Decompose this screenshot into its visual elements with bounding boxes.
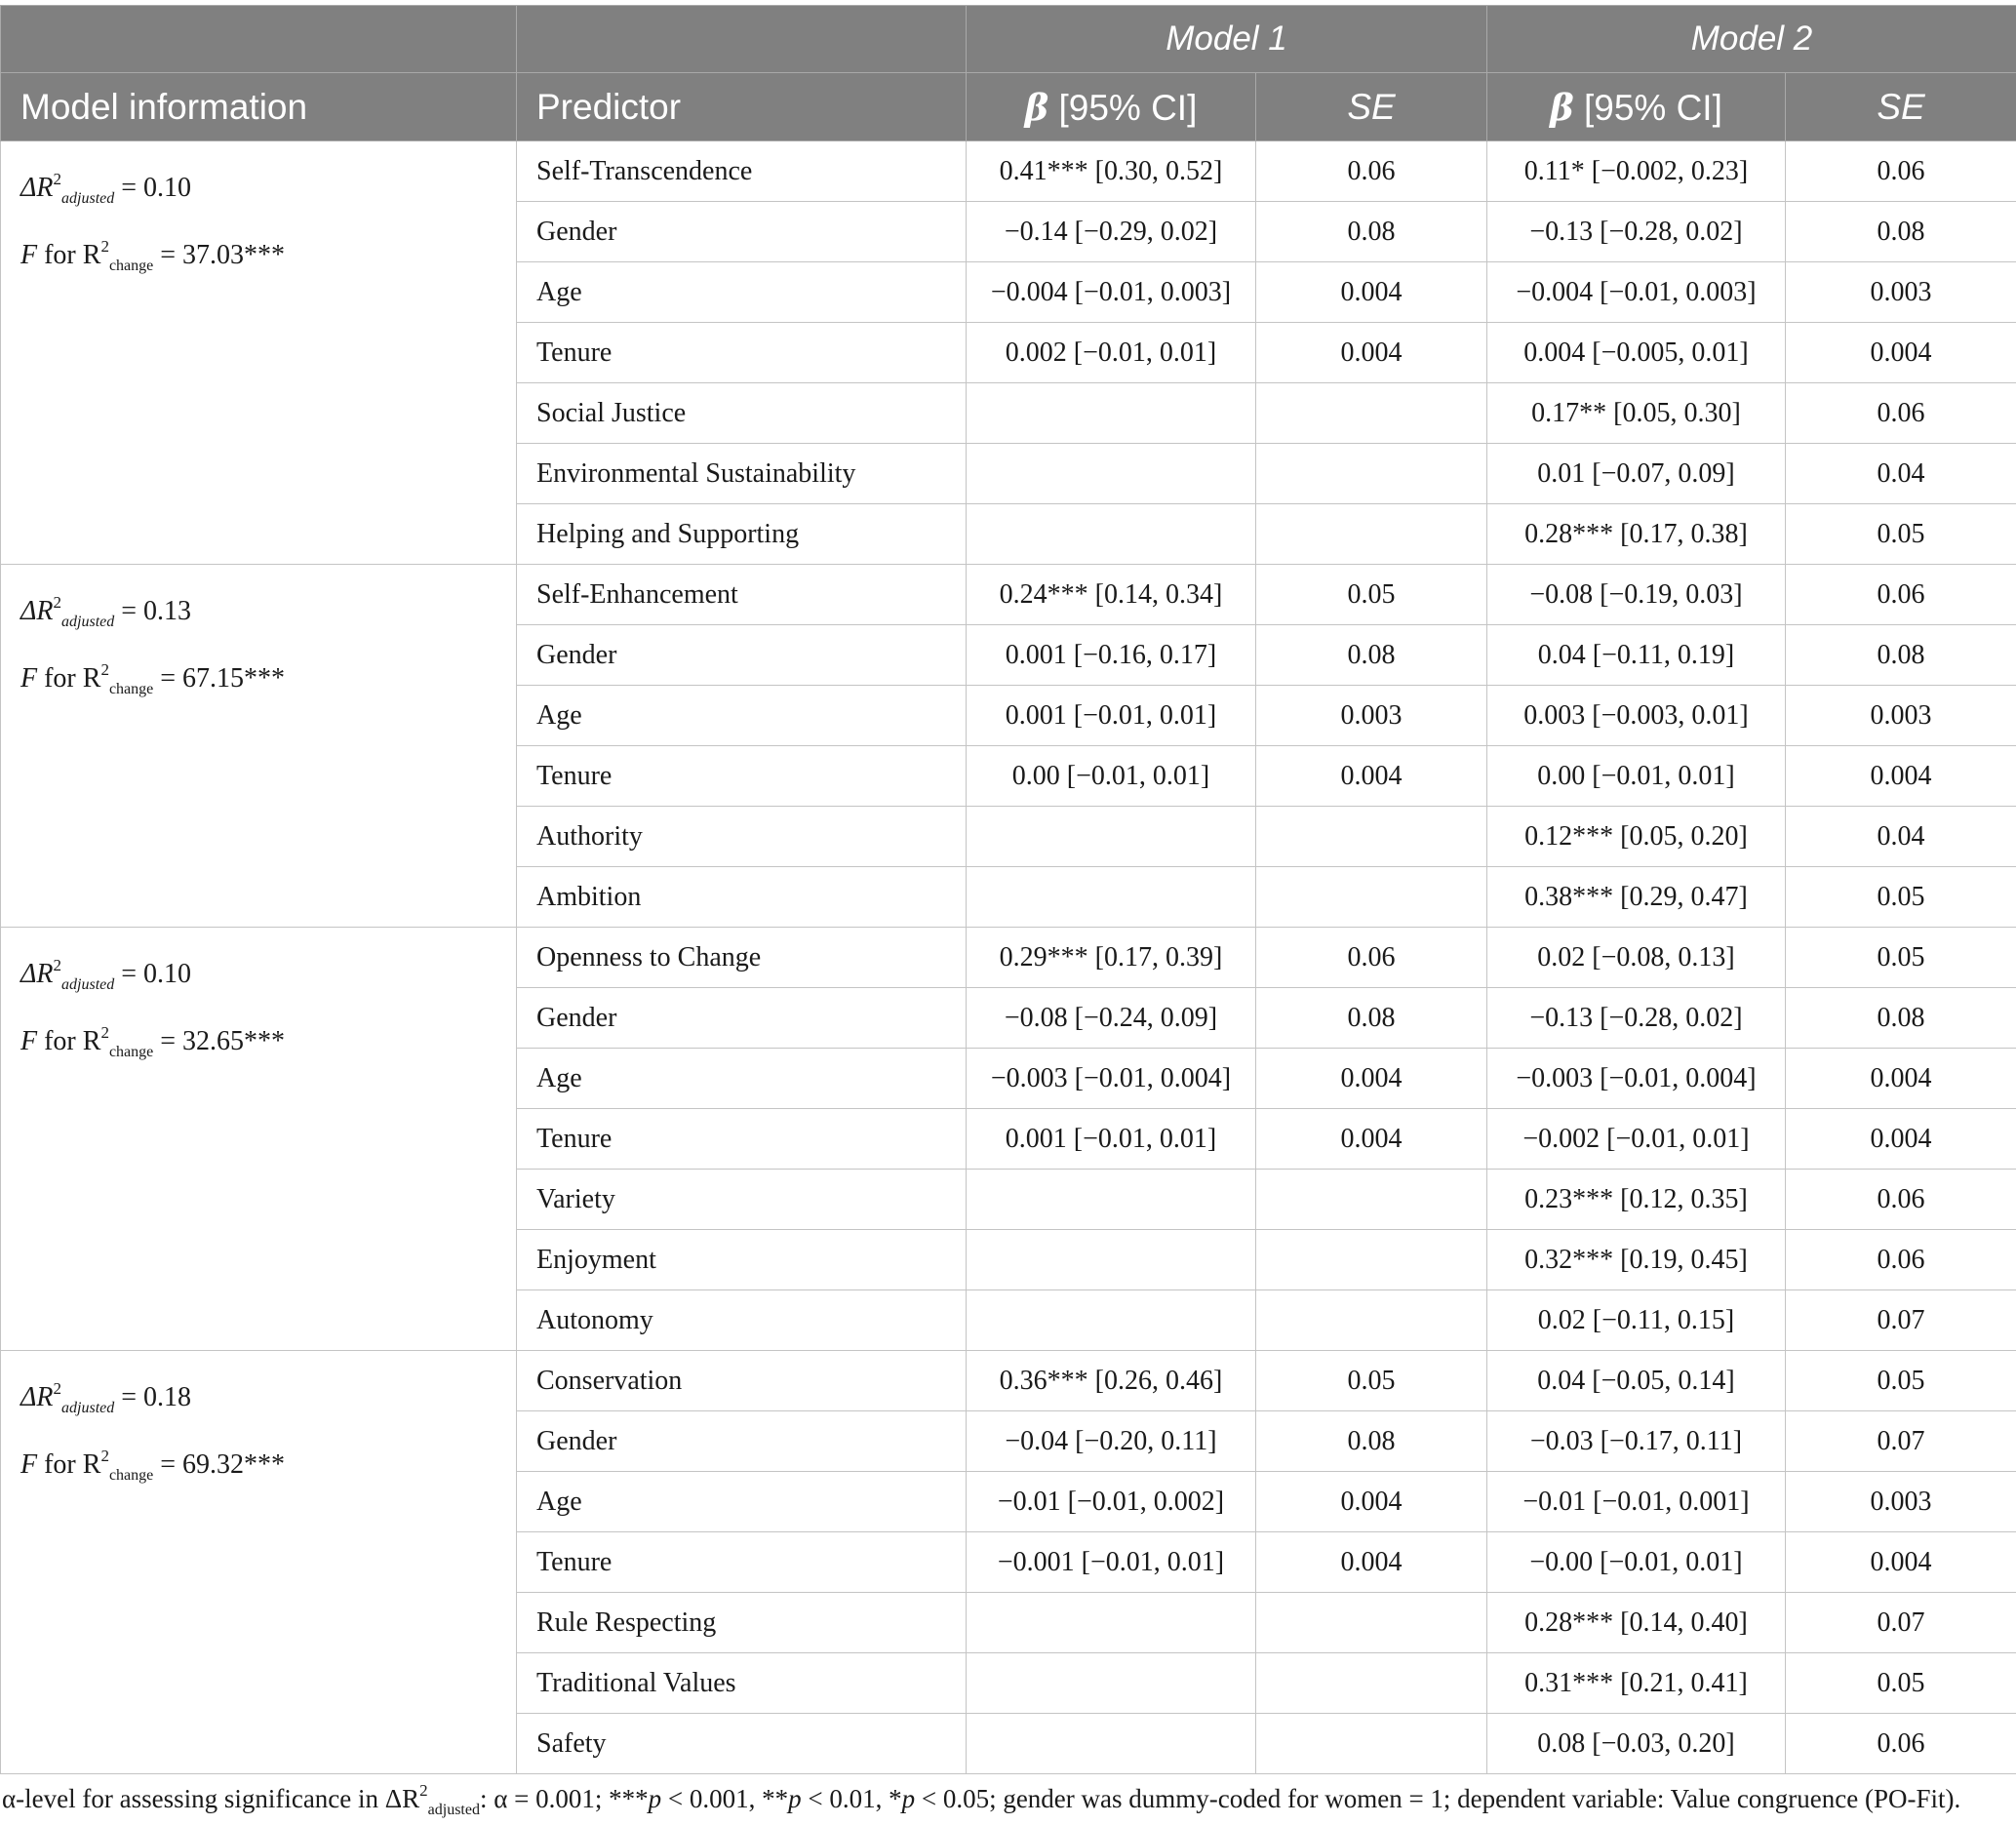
predictor-cell: Traditional Values xyxy=(517,1653,967,1714)
predictor-cell: Variety xyxy=(517,1170,967,1230)
regression-table xyxy=(0,5,2016,1774)
model1-beta-cell: −0.003 [−0.01, 0.004] xyxy=(967,1049,1256,1109)
header-model1-se xyxy=(1256,73,1487,141)
beta-ci-label: [95% CI] xyxy=(1058,87,1198,128)
table-row xyxy=(1,928,2016,988)
header-blank-predictor xyxy=(517,6,967,73)
model1-beta-cell: −0.04 [−0.20, 0.11] xyxy=(967,1411,1256,1472)
header-model2-se xyxy=(1786,73,2016,141)
delta-r2-sup: 2 xyxy=(53,1379,62,1398)
predictor-cell: Tenure xyxy=(517,746,967,807)
model1-se-cell xyxy=(1256,807,1487,867)
model1-se-cell: 0.05 xyxy=(1256,1351,1487,1411)
model2-beta-cell: 0.23*** [0.12, 0.35] xyxy=(1487,1170,1786,1230)
model1-se-cell: 0.003 xyxy=(1256,686,1487,746)
model2-se-cell: 0.04 xyxy=(1786,444,2016,504)
header-predictor: Predictor xyxy=(517,73,967,141)
footnote-text: < 0.05; gender was dummy-coded for women = 1; dependent variable: Value congruence (PO-Fit). xyxy=(915,1784,1961,1813)
header-model2-beta xyxy=(1487,73,1786,141)
model1-beta-cell: 0.001 [−0.01, 0.01] xyxy=(967,686,1256,746)
delta-r2-line xyxy=(20,578,516,646)
predictor-cell: Social Justice xyxy=(517,383,967,444)
f-symbol: F xyxy=(20,1026,38,1056)
model1-beta-cell: −0.08 [−0.24, 0.09] xyxy=(967,988,1256,1049)
model1-se-cell: 0.05 xyxy=(1256,565,1487,625)
model1-beta-cell: 0.002 [−0.01, 0.01] xyxy=(967,323,1256,383)
model1-se-cell xyxy=(1256,1714,1487,1774)
model2-se-cell: 0.004 xyxy=(1786,323,2016,383)
model2-beta-cell: 0.32*** [0.19, 0.45] xyxy=(1487,1230,1786,1290)
model1-beta-cell: −0.14 [−0.29, 0.02] xyxy=(967,202,1256,262)
model1-se-cell xyxy=(1256,1593,1487,1653)
model2-beta-cell: 0.00 [−0.01, 0.01] xyxy=(1487,746,1786,807)
predictor-cell: Age xyxy=(517,686,967,746)
model1-se-cell: 0.004 xyxy=(1256,746,1487,807)
predictor-cell: Gender xyxy=(517,625,967,686)
header-model1-beta xyxy=(967,73,1256,141)
model1-beta-cell xyxy=(967,867,1256,928)
predictor-cell: Autonomy xyxy=(517,1290,967,1351)
model2-se-cell: 0.05 xyxy=(1786,1653,2016,1714)
model1-beta-cell xyxy=(967,1230,1256,1290)
model1-beta-cell xyxy=(967,1593,1256,1653)
delta-r2-symbol: ΔR xyxy=(20,173,54,203)
predictor-cell: Safety xyxy=(517,1714,967,1774)
table-body xyxy=(1,141,2016,1774)
beta-ci-label: [95% CI] xyxy=(1583,87,1722,128)
f-sup: 2 xyxy=(100,1447,109,1465)
f-sup: 2 xyxy=(100,237,109,256)
model1-beta-cell xyxy=(967,807,1256,867)
model2-se-cell: 0.05 xyxy=(1786,928,2016,988)
model1-se-cell: 0.08 xyxy=(1256,625,1487,686)
model2-se-cell: 0.08 xyxy=(1786,202,2016,262)
f-mid-text: for R xyxy=(37,663,101,694)
f-change-line xyxy=(20,1432,516,1499)
predictor-cell: Tenure xyxy=(517,1109,967,1170)
table-header xyxy=(1,6,2016,141)
model2-beta-cell: −0.01 [−0.01, 0.001] xyxy=(1487,1472,1786,1532)
footnote-p: p xyxy=(788,1784,802,1813)
f-mid-text: for R xyxy=(37,1449,101,1480)
model2-se-cell: 0.06 xyxy=(1786,565,2016,625)
f-sub: change xyxy=(108,1044,154,1060)
delta-r2-sub: adjusted xyxy=(61,1400,115,1416)
model1-se-cell: 0.004 xyxy=(1256,1532,1487,1593)
predictor-cell: Environmental Sustainability xyxy=(517,444,967,504)
delta-r2-line xyxy=(20,941,516,1009)
model2-se-cell: 0.004 xyxy=(1786,1532,2016,1593)
model2-se-cell: 0.07 xyxy=(1786,1593,2016,1653)
model2-se-cell: 0.004 xyxy=(1786,1109,2016,1170)
model2-se-cell: 0.07 xyxy=(1786,1290,2016,1351)
f-sup: 2 xyxy=(100,660,109,679)
model1-beta-cell: 0.24*** [0.14, 0.34] xyxy=(967,565,1256,625)
se-label: SE xyxy=(1877,86,1925,127)
predictor-cell: Self-Enhancement xyxy=(517,565,967,625)
model2-se-cell: 0.003 xyxy=(1786,686,2016,746)
predictor-cell: Tenure xyxy=(517,323,967,383)
f-value: = 67.15*** xyxy=(153,663,286,694)
model1-se-cell xyxy=(1256,504,1487,565)
model2-beta-cell: 0.31*** [0.21, 0.41] xyxy=(1487,1653,1786,1714)
model2-se-cell: 0.06 xyxy=(1786,1230,2016,1290)
model1-beta-cell: 0.001 [−0.16, 0.17] xyxy=(967,625,1256,686)
model2-beta-cell: 0.28*** [0.17, 0.38] xyxy=(1487,504,1786,565)
model2-beta-cell: 0.28*** [0.14, 0.40] xyxy=(1487,1593,1786,1653)
table-footnote xyxy=(2,1781,1960,1819)
model1-se-cell: 0.08 xyxy=(1256,1411,1487,1472)
f-sup: 2 xyxy=(100,1023,109,1042)
header-model-information: Model information xyxy=(1,73,517,141)
model2-se-cell: 0.003 xyxy=(1786,1472,2016,1532)
delta-r2-value: = 0.13 xyxy=(114,596,192,626)
f-symbol: F xyxy=(20,663,38,694)
model1-beta-cell xyxy=(967,1170,1256,1230)
model2-se-cell: 0.004 xyxy=(1786,1049,2016,1109)
delta-r2-line xyxy=(20,155,516,222)
model1-beta-cell xyxy=(967,504,1256,565)
model2-beta-cell: −0.002 [−0.01, 0.01] xyxy=(1487,1109,1786,1170)
predictor-cell: Ambition xyxy=(517,867,967,928)
f-symbol: F xyxy=(20,1449,38,1480)
model1-beta-cell: 0.36*** [0.26, 0.46] xyxy=(967,1351,1256,1411)
delta-r2-sup: 2 xyxy=(53,956,62,974)
model2-se-cell: 0.003 xyxy=(1786,262,2016,323)
f-value: = 37.03*** xyxy=(153,240,286,270)
model1-beta-cell xyxy=(967,1714,1256,1774)
delta-r2-symbol: ΔR xyxy=(20,596,54,626)
f-sub: change xyxy=(108,681,154,697)
model1-beta-cell: −0.001 [−0.01, 0.01] xyxy=(967,1532,1256,1593)
delta-r2-value: = 0.10 xyxy=(114,173,192,203)
model1-se-cell: 0.004 xyxy=(1256,262,1487,323)
model2-beta-cell: 0.08 [−0.03, 0.20] xyxy=(1487,1714,1786,1774)
footnote-p: p xyxy=(901,1784,916,1813)
model1-beta-cell: 0.29*** [0.17, 0.39] xyxy=(967,928,1256,988)
model2-beta-cell: 0.004 [−0.005, 0.01] xyxy=(1487,323,1786,383)
predictor-cell: Age xyxy=(517,1472,967,1532)
model2-se-cell: 0.08 xyxy=(1786,988,2016,1049)
beta-symbol: β xyxy=(1024,85,1049,129)
table-row xyxy=(1,141,2016,202)
model2-beta-cell: −0.003 [−0.01, 0.004] xyxy=(1487,1049,1786,1109)
delta-r2-sup: 2 xyxy=(53,170,62,188)
f-sub: change xyxy=(108,258,154,274)
model2-se-cell: 0.05 xyxy=(1786,1351,2016,1411)
footnote-text: < 0.01, * xyxy=(801,1784,902,1813)
predictor-cell: Self-Transcendence xyxy=(517,141,967,202)
f-change-line xyxy=(20,222,516,290)
model2-beta-cell: −0.13 [−0.28, 0.02] xyxy=(1487,202,1786,262)
model2-se-cell: 0.07 xyxy=(1786,1411,2016,1472)
predictor-cell: Gender xyxy=(517,202,967,262)
header-model1: Model 1 xyxy=(967,6,1487,73)
footnote-text: : α = 0.001; *** xyxy=(479,1784,649,1813)
f-change-line xyxy=(20,646,516,713)
model1-beta-cell xyxy=(967,383,1256,444)
model1-se-cell: 0.08 xyxy=(1256,988,1487,1049)
predictor-cell: Gender xyxy=(517,988,967,1049)
model1-beta-cell xyxy=(967,444,1256,504)
model2-beta-cell: −0.004 [−0.01, 0.003] xyxy=(1487,262,1786,323)
delta-r2-symbol: ΔR xyxy=(20,1382,54,1412)
model2-beta-cell: −0.08 [−0.19, 0.03] xyxy=(1487,565,1786,625)
regression-table-container xyxy=(0,5,2016,1774)
footnote-sub: adjusted xyxy=(427,1802,480,1818)
f-mid-text: for R xyxy=(37,1026,101,1056)
model1-se-cell: 0.08 xyxy=(1256,202,1487,262)
delta-r2-value: = 0.10 xyxy=(114,959,192,989)
model2-se-cell: 0.004 xyxy=(1786,746,2016,807)
f-symbol: F xyxy=(20,240,38,270)
model1-beta-cell: 0.41*** [0.30, 0.52] xyxy=(967,141,1256,202)
model2-beta-cell: −0.03 [−0.17, 0.11] xyxy=(1487,1411,1786,1472)
model1-beta-cell xyxy=(967,1653,1256,1714)
model1-se-cell xyxy=(1256,444,1487,504)
model2-se-cell: 0.06 xyxy=(1786,383,2016,444)
model2-beta-cell: 0.04 [−0.11, 0.19] xyxy=(1487,625,1786,686)
predictor-cell: Gender xyxy=(517,1411,967,1472)
model1-beta-cell: −0.004 [−0.01, 0.003] xyxy=(967,262,1256,323)
predictor-cell: Conservation xyxy=(517,1351,967,1411)
model1-se-cell xyxy=(1256,1170,1487,1230)
model1-se-cell: 0.06 xyxy=(1256,928,1487,988)
model-information-cell xyxy=(1,141,517,565)
delta-r2-sub: adjusted xyxy=(61,190,115,207)
model2-se-cell: 0.05 xyxy=(1786,867,2016,928)
header-row-columns xyxy=(1,73,2016,141)
model1-se-cell xyxy=(1256,1653,1487,1714)
beta-symbol: β xyxy=(1550,85,1574,129)
model2-se-cell: 0.06 xyxy=(1786,1170,2016,1230)
model1-se-cell: 0.004 xyxy=(1256,1049,1487,1109)
model1-se-cell: 0.004 xyxy=(1256,1472,1487,1532)
model2-beta-cell: 0.38*** [0.29, 0.47] xyxy=(1487,867,1786,928)
model1-beta-cell: 0.001 [−0.01, 0.01] xyxy=(967,1109,1256,1170)
delta-r2-line xyxy=(20,1365,516,1432)
f-change-line xyxy=(20,1009,516,1076)
predictor-cell: Rule Respecting xyxy=(517,1593,967,1653)
model1-se-cell: 0.004 xyxy=(1256,1109,1487,1170)
delta-r2-symbol: ΔR xyxy=(20,959,54,989)
table-row xyxy=(1,1351,2016,1411)
model2-beta-cell: 0.01 [−0.07, 0.09] xyxy=(1487,444,1786,504)
model1-beta-cell xyxy=(967,1290,1256,1351)
delta-r2-value: = 0.18 xyxy=(114,1382,192,1412)
footnote-text: α-level for assessing significance in ΔR xyxy=(2,1784,420,1813)
f-sub: change xyxy=(108,1467,154,1484)
model2-se-cell: 0.08 xyxy=(1786,625,2016,686)
f-mid-text: for R xyxy=(37,240,101,270)
footnote-text: < 0.001, ** xyxy=(661,1784,789,1813)
model-information-cell xyxy=(1,928,517,1351)
predictor-cell: Age xyxy=(517,1049,967,1109)
delta-r2-sub: adjusted xyxy=(61,614,115,630)
model2-beta-cell: −0.00 [−0.01, 0.01] xyxy=(1487,1532,1786,1593)
header-row-models xyxy=(1,6,2016,73)
model2-beta-cell: −0.13 [−0.28, 0.02] xyxy=(1487,988,1786,1049)
model2-beta-cell: 0.003 [−0.003, 0.01] xyxy=(1487,686,1786,746)
model1-se-cell xyxy=(1256,867,1487,928)
delta-r2-sub: adjusted xyxy=(61,976,115,993)
delta-r2-sup: 2 xyxy=(53,593,62,612)
table-row xyxy=(1,565,2016,625)
model2-beta-cell: 0.02 [−0.11, 0.15] xyxy=(1487,1290,1786,1351)
footnote-p: p xyxy=(648,1784,662,1813)
footnote-sup: 2 xyxy=(419,1781,428,1800)
predictor-cell: Authority xyxy=(517,807,967,867)
f-value: = 32.65*** xyxy=(153,1026,286,1056)
model2-beta-cell: 0.12*** [0.05, 0.20] xyxy=(1487,807,1786,867)
model2-beta-cell: 0.17** [0.05, 0.30] xyxy=(1487,383,1786,444)
predictor-cell: Enjoyment xyxy=(517,1230,967,1290)
model-information-cell xyxy=(1,565,517,928)
header-model2: Model 2 xyxy=(1487,6,2016,73)
model2-se-cell: 0.05 xyxy=(1786,504,2016,565)
model2-beta-cell: 0.04 [−0.05, 0.14] xyxy=(1487,1351,1786,1411)
model1-se-cell: 0.06 xyxy=(1256,141,1487,202)
model1-se-cell xyxy=(1256,1290,1487,1351)
model2-se-cell: 0.06 xyxy=(1786,141,2016,202)
f-value: = 69.32*** xyxy=(153,1449,286,1480)
model1-beta-cell: −0.01 [−0.01, 0.002] xyxy=(967,1472,1256,1532)
model1-se-cell xyxy=(1256,383,1487,444)
header-blank-info xyxy=(1,6,517,73)
predictor-cell: Helping and Supporting xyxy=(517,504,967,565)
model2-se-cell: 0.06 xyxy=(1786,1714,2016,1774)
model1-se-cell: 0.004 xyxy=(1256,323,1487,383)
predictor-cell: Age xyxy=(517,262,967,323)
se-label: SE xyxy=(1347,86,1396,127)
predictor-cell: Openness to Change xyxy=(517,928,967,988)
model-information-cell xyxy=(1,1351,517,1774)
model1-beta-cell: 0.00 [−0.01, 0.01] xyxy=(967,746,1256,807)
predictor-cell: Tenure xyxy=(517,1532,967,1593)
model2-beta-cell: 0.11* [−0.002, 0.23] xyxy=(1487,141,1786,202)
model2-se-cell: 0.04 xyxy=(1786,807,2016,867)
model1-se-cell xyxy=(1256,1230,1487,1290)
model2-beta-cell: 0.02 [−0.08, 0.13] xyxy=(1487,928,1786,988)
